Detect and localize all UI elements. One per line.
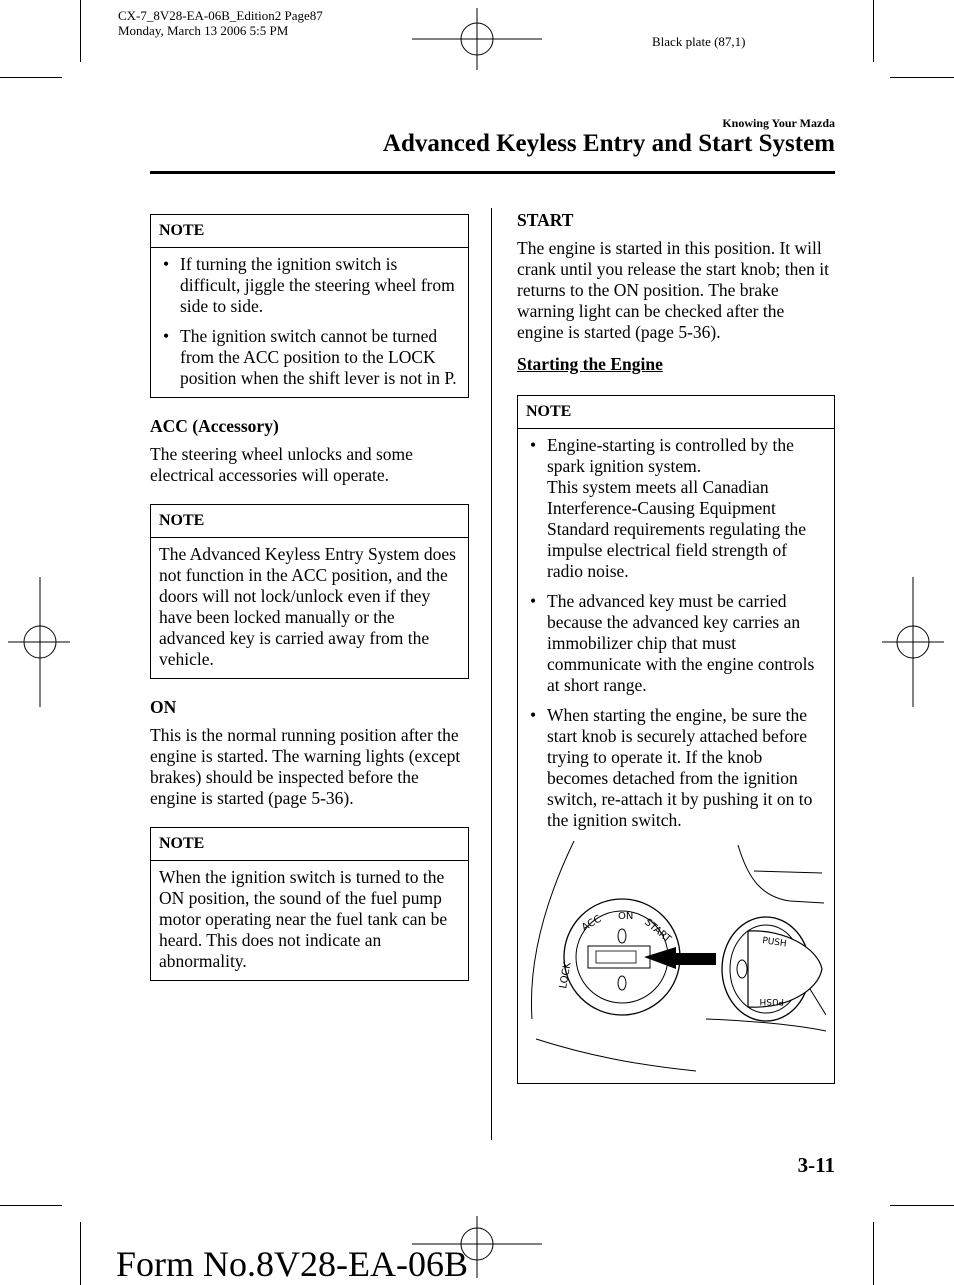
crop-mark (873, 0, 874, 62)
header-rule (150, 171, 835, 174)
note-body (518, 429, 834, 1083)
section-label: Knowing Your Mazda (722, 116, 835, 130)
crop-mark (0, 1205, 62, 1206)
registration-mark-top (412, 8, 542, 70)
starting-engine-link[interactable]: Starting the Engine (517, 354, 663, 374)
note-heading: NOTE (151, 505, 468, 538)
list-item (526, 435, 826, 582)
on-paragraph: This is the normal running position after the engine is started. The warning lights (except brakes) should be inspected before the engine is started (page 5-36). (150, 725, 461, 808)
ignition-switch-illustration (526, 839, 826, 1075)
note-list (526, 435, 826, 831)
label-start: START (642, 916, 673, 946)
page-number: 3-11 (797, 1153, 835, 1177)
start-heading: START (517, 210, 574, 230)
plate-label: Black plate (87,1) (652, 34, 746, 49)
note-body (151, 248, 468, 397)
right-column (517, 210, 835, 1084)
label-push-top: PUSH (761, 936, 788, 950)
note-list (159, 254, 460, 389)
start-paragraph: The engine is started in this position. It will crank until you release the start knob; then it returns to the ON position. The brake warning light can be checked after the engine is started (page 5-36). (517, 238, 829, 342)
registration-mark-left (8, 577, 70, 707)
column-divider (491, 208, 492, 1140)
acc-heading: ACC (Accessory) (150, 416, 279, 436)
list-item-extra: This system meets all Canadian Interference-Causing Equipment Standard requirements regulating the impulse electrical field strength of radio noise. (547, 477, 807, 581)
note-body: The Advanced Keyless Entry System does not function in the ACC position, and the doors will not lock/unlock even if they have been locked manually or the advanced key is carried away from the vehicle. (159, 544, 456, 669)
label-lock: LOCK (558, 961, 574, 990)
print-meta-line2: Monday, March 13 2006 5:5 PM (118, 23, 289, 38)
note-box (150, 504, 469, 679)
list-item: • The ignition switch cannot be turned from the ACC position to the LOCK position when the shift lever is not in P. (159, 326, 460, 389)
crop-mark (80, 0, 81, 62)
list-item-text: • Engine-starting is controlled by the spark ignition system. (547, 435, 794, 476)
crop-mark (873, 1222, 874, 1285)
list-item: • If turning the ignition switch is difficult, jiggle the steering wheel from side to side. (159, 254, 460, 317)
form-number: Form No.8V28-EA-06B (116, 1244, 468, 1284)
note-heading: NOTE (518, 396, 834, 429)
page-title: Advanced Keyless Entry and Start System (382, 130, 835, 157)
crop-mark (80, 1222, 81, 1285)
note-box (517, 395, 835, 1084)
left-column (150, 214, 469, 981)
print-meta-line1: CX-7_8V28-EA-06B_Edition2 Page87 (118, 8, 323, 23)
label-acc: ACC (580, 913, 604, 934)
note-heading: NOTE (151, 828, 468, 861)
note-box (150, 827, 469, 981)
note-heading: NOTE (151, 215, 468, 248)
list-item: • The advanced key must be carried because the advanced key carries an immobilizer chip that must communicate with the engine controls at short range. (526, 591, 826, 696)
note-box (150, 214, 469, 398)
crop-mark (890, 77, 954, 78)
registration-mark-right (882, 577, 944, 707)
on-heading: ON (150, 697, 177, 717)
crop-mark (890, 1205, 954, 1206)
print-meta (118, 8, 323, 38)
label-push-bottom: PUSH (759, 996, 784, 1006)
crop-mark (0, 77, 62, 78)
acc-paragraph: The steering wheel unlocks and some electrical accessories will operate. (150, 444, 413, 485)
label-on: ON (618, 911, 634, 922)
note-body: When the ignition switch is turned to the ON position, the sound of the fuel pump motor operating near the fuel tank can be heard. This does not indicate an abnormality. (159, 867, 448, 971)
list-item: • When starting the engine, be sure the start knob is securely attached before trying to operate it. If the knob becomes detached from the ignition switch, re-attach it by pushing it on to the ignition switch. (526, 705, 826, 831)
